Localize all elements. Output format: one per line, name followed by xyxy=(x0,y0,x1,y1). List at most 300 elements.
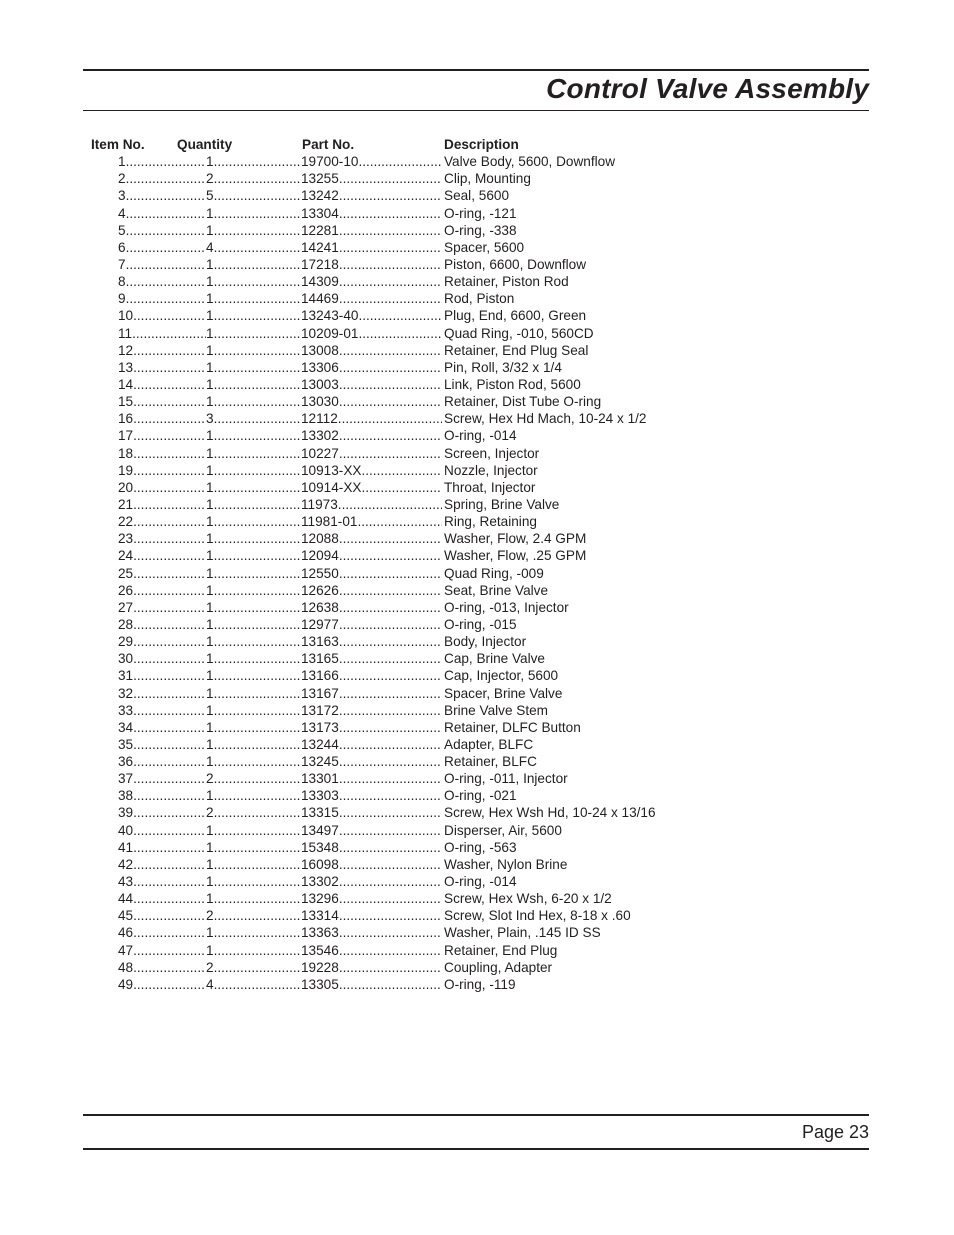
item-number: 1 xyxy=(118,154,126,170)
table-row xyxy=(91,565,691,582)
part-number-cell xyxy=(301,445,442,462)
part-number-cell xyxy=(301,513,442,530)
description: O-ring, -014 xyxy=(444,428,517,444)
quantity: 1 xyxy=(206,685,214,701)
item-number-cell xyxy=(91,770,206,787)
description: Washer, Flow, 2.4 GPM xyxy=(444,531,587,547)
quantity: 1 xyxy=(206,445,214,461)
part-number: 11981-01 xyxy=(301,514,358,530)
quantity: 1 xyxy=(206,222,214,238)
quantity-cell xyxy=(206,719,301,736)
description: Spring, Brine Valve xyxy=(444,496,560,512)
part-number: 17218 xyxy=(301,256,339,272)
quantity: 1 xyxy=(206,754,214,770)
part-number: 13245 xyxy=(301,754,339,770)
dot-leader xyxy=(133,959,206,976)
footer-bottom-rule xyxy=(83,1148,869,1150)
dot-leader xyxy=(339,616,442,633)
item-number-cell xyxy=(91,325,206,342)
part-number: 14241 xyxy=(301,239,339,255)
item-number: 36 xyxy=(118,754,134,770)
parts-list-header xyxy=(91,136,691,153)
dot-leader xyxy=(214,376,301,393)
dot-leader xyxy=(214,650,301,667)
dot-leader xyxy=(133,804,206,821)
table-row xyxy=(91,804,691,821)
dot-leader xyxy=(133,685,206,702)
quantity: 1 xyxy=(206,565,214,581)
part-number: 15348 xyxy=(301,839,339,855)
description: O-ring, -021 xyxy=(444,788,517,804)
quantity: 1 xyxy=(206,462,214,478)
dot-leader xyxy=(133,873,206,890)
dot-leader xyxy=(339,359,442,376)
item-number-cell xyxy=(91,513,206,530)
dot-leader xyxy=(214,616,301,633)
item-number-cell xyxy=(91,170,206,187)
dot-leader xyxy=(339,753,442,770)
description: Brine Valve Stem xyxy=(444,702,549,718)
dot-leader xyxy=(339,890,442,907)
dot-leader xyxy=(133,650,206,667)
dot-leader xyxy=(358,153,442,170)
quantity: 1 xyxy=(206,856,214,872)
part-number-cell xyxy=(301,890,442,907)
description: Retainer, BLFC xyxy=(444,754,537,770)
description: Pin, Roll, 3/32 x 1/4 xyxy=(444,359,562,375)
item-number-cell xyxy=(91,307,206,324)
item-number: 42 xyxy=(118,856,134,872)
dot-leader xyxy=(339,942,442,959)
header-top-rule xyxy=(83,69,869,71)
dot-leader xyxy=(133,393,206,410)
quantity: 1 xyxy=(206,479,214,495)
page-number: Page 23 xyxy=(801,1122,869,1142)
part-number-cell xyxy=(301,239,442,256)
dot-leader xyxy=(358,307,442,324)
description: Retainer, End Plug Seal xyxy=(444,342,589,358)
part-number-cell xyxy=(301,393,442,410)
part-number: 12626 xyxy=(301,582,339,598)
item-number-cell xyxy=(91,565,206,582)
part-number: 13306 xyxy=(301,359,339,375)
part-number: 13302 xyxy=(301,428,339,444)
quantity-cell xyxy=(206,359,301,376)
part-number-cell xyxy=(301,924,442,941)
description: Retainer, DLFC Button xyxy=(444,719,581,735)
dot-leader xyxy=(214,359,301,376)
part-number: 13172 xyxy=(301,702,339,718)
quantity-cell xyxy=(206,307,301,324)
quantity: 1 xyxy=(206,736,214,752)
item-number: 32 xyxy=(118,685,134,701)
item-number-cell xyxy=(91,359,206,376)
table-row xyxy=(91,427,691,444)
item-number: 28 xyxy=(118,616,134,632)
quantity: 1 xyxy=(206,719,214,735)
item-number-cell xyxy=(91,804,206,821)
part-number: 13315 xyxy=(301,805,339,821)
dot-leader xyxy=(361,462,442,479)
quantity: 1 xyxy=(206,925,214,941)
description: Adapter, BLFC xyxy=(444,736,534,752)
item-number-cell xyxy=(91,547,206,564)
table-row xyxy=(91,616,691,633)
quantity-cell xyxy=(206,530,301,547)
table-row xyxy=(91,976,691,993)
table-row xyxy=(91,256,691,273)
dot-leader xyxy=(339,822,442,839)
part-number-cell xyxy=(301,307,442,324)
part-number-cell xyxy=(301,290,442,307)
part-number: 13301 xyxy=(301,771,339,787)
part-number: 13030 xyxy=(301,394,339,410)
table-row xyxy=(91,513,691,530)
item-number-cell xyxy=(91,650,206,667)
dot-leader xyxy=(133,667,206,684)
dot-leader xyxy=(133,924,206,941)
description: Quad Ring, -009 xyxy=(444,565,544,581)
dot-leader xyxy=(214,239,301,256)
dot-leader xyxy=(133,445,206,462)
item-number: 26 xyxy=(118,582,134,598)
dot-leader xyxy=(214,907,301,924)
part-number-cell xyxy=(301,153,442,170)
item-number-cell xyxy=(91,787,206,804)
dot-leader xyxy=(339,856,442,873)
part-number: 13305 xyxy=(301,976,339,992)
dot-leader xyxy=(214,153,301,170)
quantity-cell xyxy=(206,565,301,582)
item-number: 27 xyxy=(118,599,134,615)
part-number-cell xyxy=(301,256,442,273)
quantity-cell xyxy=(206,582,301,599)
dot-leader xyxy=(214,976,301,993)
description: Spacer, Brine Valve xyxy=(444,685,563,701)
part-number: 12094 xyxy=(301,548,339,564)
part-number: 14469 xyxy=(301,291,339,307)
description: O-ring, -121 xyxy=(444,205,517,221)
item-number: 29 xyxy=(118,634,134,650)
quantity-cell xyxy=(206,496,301,513)
item-number-cell xyxy=(91,479,206,496)
dot-leader xyxy=(214,924,301,941)
quantity: 1 xyxy=(206,634,214,650)
description: Body, Injector xyxy=(444,634,527,650)
part-number-cell xyxy=(301,599,442,616)
table-row xyxy=(91,239,691,256)
dot-leader xyxy=(133,702,206,719)
item-number-cell xyxy=(91,959,206,976)
dot-leader xyxy=(133,633,206,650)
dot-leader xyxy=(214,856,301,873)
item-number: 48 xyxy=(118,959,134,975)
quantity-cell xyxy=(206,976,301,993)
part-number-cell xyxy=(301,479,442,496)
dot-leader xyxy=(339,804,442,821)
item-number-cell xyxy=(91,667,206,684)
item-number-cell xyxy=(91,942,206,959)
part-number: 11973 xyxy=(301,496,338,512)
dot-leader xyxy=(339,547,442,564)
item-number: 5 xyxy=(118,222,126,238)
dot-leader xyxy=(133,359,206,376)
item-number-cell xyxy=(91,856,206,873)
dot-leader xyxy=(214,393,301,410)
dot-leader xyxy=(214,787,301,804)
dot-leader xyxy=(214,822,301,839)
item-number-cell xyxy=(91,702,206,719)
item-number-cell xyxy=(91,427,206,444)
dot-leader xyxy=(214,496,301,513)
part-number: 13167 xyxy=(301,685,339,701)
description: Plug, End, 6600, Green xyxy=(444,308,587,324)
quantity: 1 xyxy=(206,325,214,341)
item-number: 4 xyxy=(118,205,126,221)
item-number-cell xyxy=(91,976,206,993)
table-row xyxy=(91,650,691,667)
item-number: 19 xyxy=(118,462,134,478)
table-row xyxy=(91,685,691,702)
item-number: 34 xyxy=(118,719,134,735)
item-number-cell xyxy=(91,873,206,890)
quantity: 1 xyxy=(206,394,214,410)
quantity-cell xyxy=(206,702,301,719)
part-number: 13173 xyxy=(301,719,339,735)
dot-leader xyxy=(132,325,206,342)
part-number: 13302 xyxy=(301,874,339,890)
dot-leader xyxy=(126,290,206,307)
dot-leader xyxy=(133,719,206,736)
quantity: 4 xyxy=(206,976,214,992)
description: O-ring, -119 xyxy=(444,976,516,992)
dot-leader xyxy=(214,599,301,616)
item-number-cell xyxy=(91,582,206,599)
part-number-cell xyxy=(301,427,442,444)
dot-leader xyxy=(214,256,301,273)
description: Screen, Injector xyxy=(444,445,540,461)
quantity: 1 xyxy=(206,274,214,290)
quantity-cell xyxy=(206,599,301,616)
dot-leader xyxy=(339,702,442,719)
table-row xyxy=(91,582,691,599)
part-number-cell xyxy=(301,342,442,359)
part-number-cell xyxy=(301,633,442,650)
quantity: 1 xyxy=(206,874,214,890)
item-number-cell xyxy=(91,719,206,736)
quantity-cell xyxy=(206,890,301,907)
dot-leader xyxy=(214,667,301,684)
dot-leader xyxy=(214,770,301,787)
item-number-cell xyxy=(91,342,206,359)
quantity-cell xyxy=(206,547,301,564)
dot-leader xyxy=(357,513,442,530)
quantity-cell xyxy=(206,427,301,444)
header-bottom-rule xyxy=(83,110,869,111)
table-row xyxy=(91,599,691,616)
dot-leader xyxy=(133,565,206,582)
dot-leader xyxy=(133,942,206,959)
item-number-cell xyxy=(91,239,206,256)
part-number-cell xyxy=(301,787,442,804)
dot-leader xyxy=(339,873,442,890)
part-number-cell xyxy=(301,719,442,736)
item-number-cell xyxy=(91,273,206,290)
part-number: 13546 xyxy=(301,942,339,958)
item-number-cell xyxy=(91,530,206,547)
dot-leader xyxy=(339,787,442,804)
quantity-cell xyxy=(206,770,301,787)
table-row xyxy=(91,325,691,342)
table-row xyxy=(91,530,691,547)
description: Screw, Hex Wsh, 6-20 x 1/2 xyxy=(444,891,612,907)
dot-leader xyxy=(214,273,301,290)
item-number-cell xyxy=(91,736,206,753)
dot-leader xyxy=(339,256,442,273)
item-number-cell xyxy=(91,187,206,204)
description: O-ring, -338 xyxy=(444,222,517,238)
dot-leader xyxy=(214,582,301,599)
item-number-cell xyxy=(91,599,206,616)
quantity-cell xyxy=(206,393,301,410)
description: Washer, Nylon Brine xyxy=(444,856,568,872)
quantity-cell xyxy=(206,410,301,427)
part-number: 13163 xyxy=(301,634,339,650)
dot-leader xyxy=(214,633,301,650)
table-row xyxy=(91,667,691,684)
table-row xyxy=(91,342,691,359)
table-row xyxy=(91,873,691,890)
dot-leader xyxy=(214,685,301,702)
footer-top-rule xyxy=(83,1114,869,1116)
dot-leader xyxy=(133,307,206,324)
quantity-cell xyxy=(206,942,301,959)
dot-leader xyxy=(133,839,206,856)
part-number-cell xyxy=(301,205,442,222)
dot-leader xyxy=(133,530,206,547)
dot-leader xyxy=(339,599,442,616)
quantity-cell xyxy=(206,256,301,273)
description: Nozzle, Injector xyxy=(444,462,538,478)
quantity-cell xyxy=(206,325,301,342)
part-number: 13008 xyxy=(301,342,339,358)
parts-list xyxy=(91,136,691,993)
quantity-cell xyxy=(206,924,301,941)
item-number: 16 xyxy=(118,411,134,427)
table-row xyxy=(91,770,691,787)
quantity-cell xyxy=(206,736,301,753)
part-number-cell xyxy=(301,650,442,667)
part-number-cell xyxy=(301,667,442,684)
item-number: 30 xyxy=(118,651,134,667)
part-number-cell xyxy=(301,462,442,479)
description: Coupling, Adapter xyxy=(444,959,553,975)
item-number: 45 xyxy=(118,908,134,924)
description: O-ring, -563 xyxy=(444,839,517,855)
dot-leader xyxy=(126,239,206,256)
dot-leader xyxy=(126,205,206,222)
quantity-cell xyxy=(206,959,301,976)
quantity: 1 xyxy=(206,891,214,907)
quantity-cell xyxy=(206,462,301,479)
part-number: 14309 xyxy=(301,274,339,290)
quantity: 1 xyxy=(206,308,214,324)
quantity-cell xyxy=(206,153,301,170)
quantity-cell xyxy=(206,822,301,839)
dot-leader xyxy=(339,582,442,599)
quantity-cell xyxy=(206,239,301,256)
part-number: 12638 xyxy=(301,599,339,615)
table-row xyxy=(91,187,691,204)
dot-leader xyxy=(214,479,301,496)
part-number-cell xyxy=(301,547,442,564)
dot-leader xyxy=(214,325,301,342)
description: Retainer, Piston Rod xyxy=(444,274,569,290)
part-number: 13314 xyxy=(301,908,339,924)
table-row xyxy=(91,462,691,479)
item-number: 23 xyxy=(118,531,134,547)
item-number-cell xyxy=(91,462,206,479)
item-number: 17 xyxy=(118,428,134,444)
table-row xyxy=(91,359,691,376)
table-row xyxy=(91,170,691,187)
part-number: 13165 xyxy=(301,651,339,667)
item-number: 6 xyxy=(118,239,126,255)
part-number: 12112 xyxy=(301,411,338,427)
table-row xyxy=(91,479,691,496)
table-row xyxy=(91,942,691,959)
item-number: 37 xyxy=(118,771,134,787)
table-row xyxy=(91,633,691,650)
description: O-ring, -011, Injector xyxy=(444,771,568,787)
table-row xyxy=(91,290,691,307)
dot-leader xyxy=(339,445,442,462)
column-header-item-no: Item No. xyxy=(91,137,145,152)
item-number-cell xyxy=(91,822,206,839)
part-number-cell xyxy=(301,410,442,427)
dot-leader xyxy=(214,513,301,530)
dot-leader xyxy=(339,427,442,444)
quantity: 1 xyxy=(206,376,214,392)
quantity-cell xyxy=(206,222,301,239)
item-number-cell xyxy=(91,616,206,633)
quantity-cell xyxy=(206,479,301,496)
dot-leader xyxy=(339,667,442,684)
item-number: 33 xyxy=(118,702,134,718)
table-row xyxy=(91,496,691,513)
part-number-cell xyxy=(301,685,442,702)
quantity: 1 xyxy=(206,428,214,444)
part-number-cell xyxy=(301,530,442,547)
quantity-cell xyxy=(206,273,301,290)
dot-leader xyxy=(214,839,301,856)
part-number-cell xyxy=(301,822,442,839)
dot-leader xyxy=(339,393,442,410)
dot-leader xyxy=(339,376,442,393)
part-number: 13304 xyxy=(301,205,339,221)
part-number: 13166 xyxy=(301,668,339,684)
part-number: 19228 xyxy=(301,959,339,975)
item-number-cell xyxy=(91,393,206,410)
description: Valve Body, 5600, Downflow xyxy=(444,154,616,170)
item-number-cell xyxy=(91,410,206,427)
quantity: 1 xyxy=(206,154,214,170)
dot-leader xyxy=(214,290,301,307)
quantity-cell xyxy=(206,685,301,702)
part-number-cell xyxy=(301,959,442,976)
dot-leader xyxy=(214,873,301,890)
dot-leader xyxy=(133,479,206,496)
